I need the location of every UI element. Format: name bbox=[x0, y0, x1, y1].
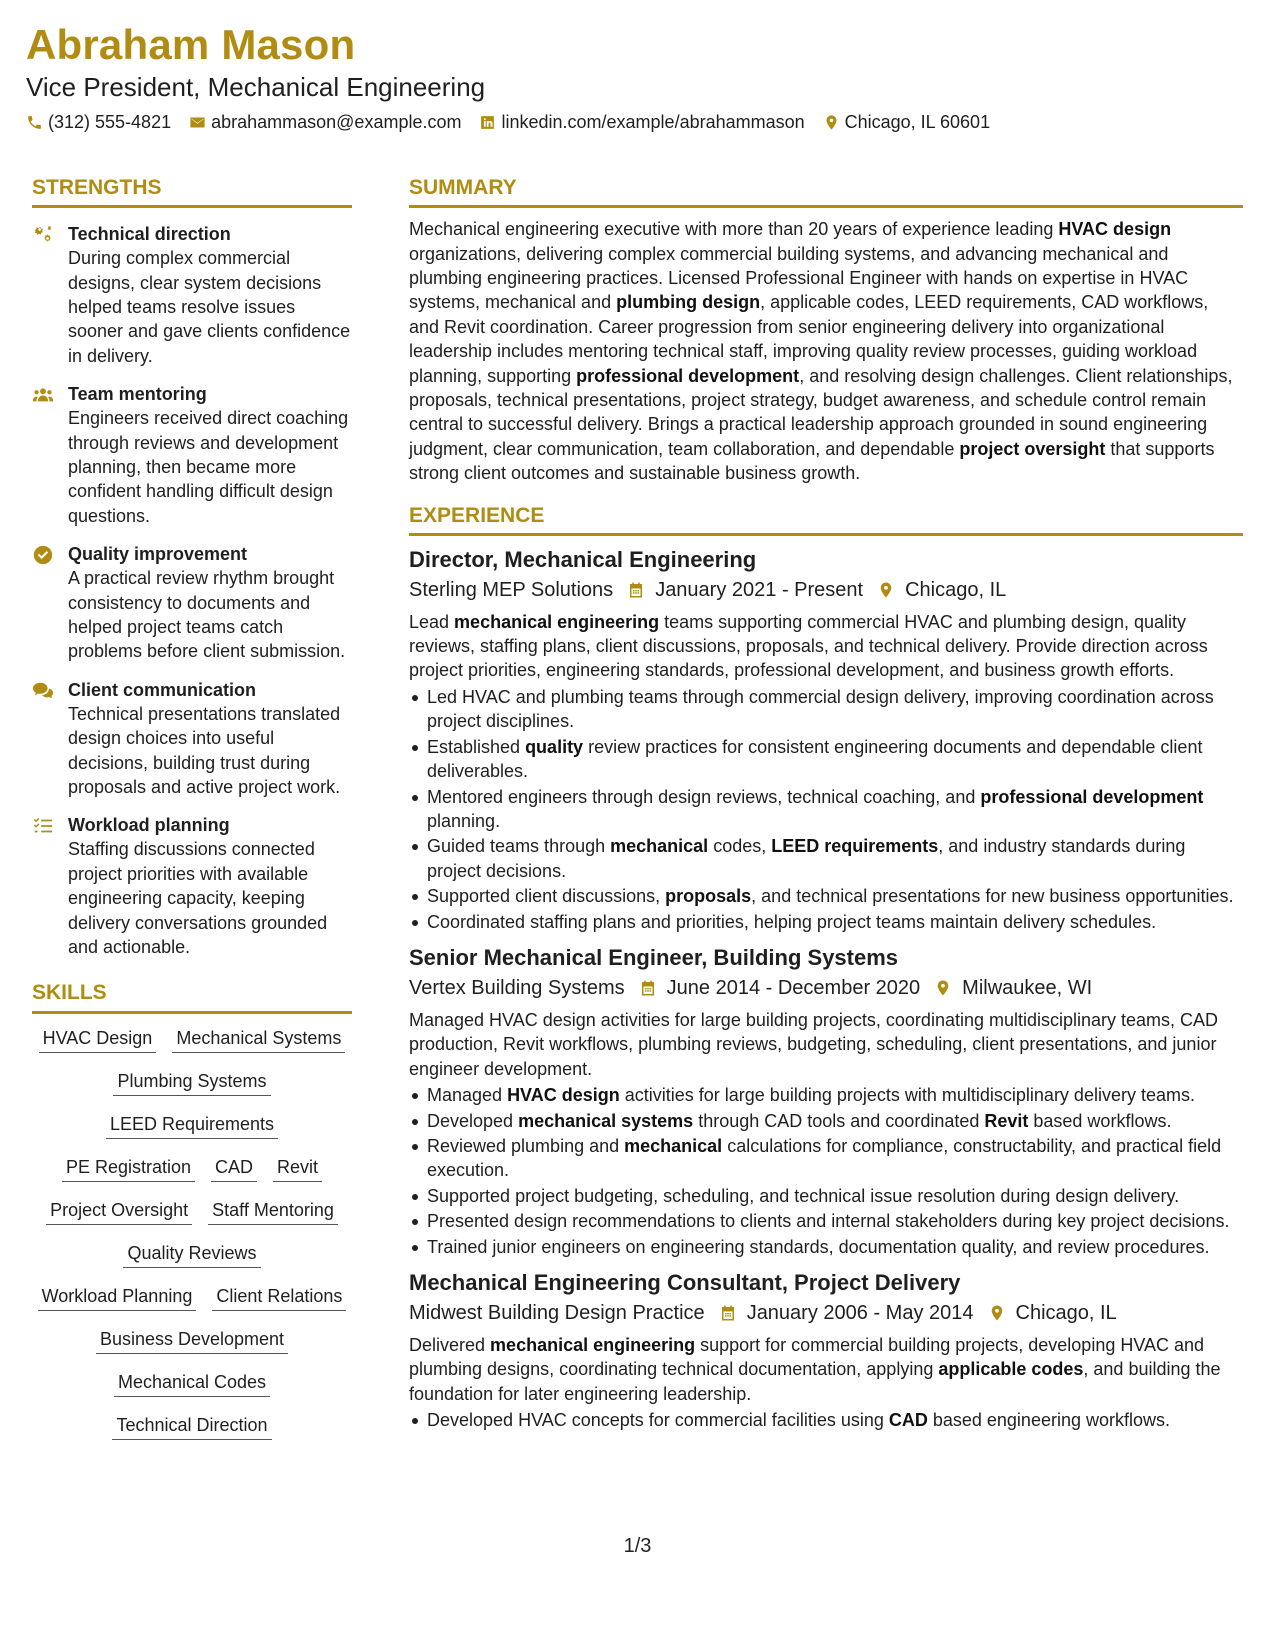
text-run: calculations for compliance, constructability, and practical field execution. bbox=[427, 1135, 1222, 1181]
emphasized-text: HVAC design bbox=[507, 1085, 620, 1106]
job-entry bbox=[409, 944, 1243, 1259]
skill-tag: Mechanical Codes bbox=[114, 1370, 270, 1397]
summary-text bbox=[409, 217, 1243, 485]
skill-tag: HVAC Design bbox=[39, 1026, 157, 1053]
job-meta bbox=[409, 1299, 1243, 1327]
strength-title: Client communication bbox=[68, 679, 257, 700]
text-run: review practices for consistent engineering documents and dependable client deliverables. bbox=[427, 736, 1203, 782]
strength-title: Team mentoring bbox=[68, 384, 207, 405]
job-bullet bbox=[409, 785, 1243, 834]
job-bullet bbox=[409, 1235, 1243, 1259]
comments-icon bbox=[32, 680, 54, 702]
text-run: Reviewed plumbing and bbox=[427, 1135, 625, 1156]
job-bullet bbox=[409, 884, 1243, 908]
job-bullet bbox=[409, 735, 1243, 784]
job-title: Director, Mechanical Engineering bbox=[409, 546, 757, 572]
text-run: , and resolving design challenges. Client relationships, proposals, technical presentations, project strategy, budget awareness, and schedule control remain central to successful delivery. Brings a practical leadership approach grounded in sound engineering judgment, clear communication, team collaboration, and dependable bbox=[409, 365, 1233, 459]
job-title: Senior Mechanical Engineer, Building Systems bbox=[409, 944, 899, 970]
text-run: Supported project budgeting, scheduling, and technical issue resolution during design delivery. bbox=[427, 1185, 1180, 1206]
job-entry bbox=[409, 1269, 1243, 1433]
text-run: teams supporting commercial HVAC and plumbing design, quality reviews, staffing plans, client discussions, proposals, and technical delivery. Provide direction across project priorities, engineering standards, professional development, and business growth efforts. bbox=[409, 611, 1208, 681]
linkedin-link[interactable]: linkedin.com/example/abrahammason bbox=[501, 112, 805, 132]
strengths-heading: STRENGTHS bbox=[32, 176, 352, 208]
text-run: Presented design recommendations to clients and internal stakeholders during key project decisions. bbox=[427, 1211, 1230, 1232]
skill-tag: Plumbing Systems bbox=[113, 1069, 270, 1096]
skill-row bbox=[32, 1327, 352, 1354]
strength-item bbox=[32, 222, 352, 368]
envelope-icon bbox=[189, 114, 206, 131]
skill-row bbox=[32, 1284, 352, 1311]
job-bullet bbox=[409, 1109, 1243, 1133]
strength-item bbox=[32, 382, 352, 528]
calendar-icon bbox=[639, 979, 657, 997]
emphasized-text: LEED requirements bbox=[771, 836, 939, 857]
job-location: Milwaukee, WI bbox=[962, 976, 1093, 999]
skill-tag: Technical Direction bbox=[112, 1413, 271, 1440]
emphasized-text: proposals bbox=[665, 886, 752, 907]
emphasized-text: plumbing design bbox=[616, 292, 761, 313]
contact-email[interactable] bbox=[189, 112, 461, 133]
text-run: Led HVAC and plumbing teams through commercial design delivery, improving coordination across project disciplines. bbox=[427, 686, 1214, 732]
job-description bbox=[409, 610, 1243, 683]
emphasized-text: HVAC design bbox=[1058, 219, 1172, 240]
map-pin-icon bbox=[934, 979, 952, 997]
map-pin-icon bbox=[877, 581, 895, 599]
text-run: through CAD tools and coordinated bbox=[693, 1110, 985, 1131]
skill-tag: PE Registration bbox=[62, 1155, 195, 1182]
skill-tag: Revit bbox=[273, 1155, 322, 1182]
strength-description: During complex commercial designs, clear system decisions helped teams resolve issues sooner and gave clients confidence in delivery. bbox=[68, 248, 351, 366]
text-run: planning. bbox=[427, 810, 501, 831]
text-run: activities for large building projects with multidisciplinary delivery teams. bbox=[619, 1085, 1195, 1106]
skill-row bbox=[32, 1198, 352, 1225]
strength-description: Technical presentations translated design choices into useful decisions, building trust during proposals and active project work. bbox=[68, 703, 341, 797]
calendar-icon bbox=[627, 581, 645, 599]
text-run: , applicable codes, LEED requirements, CAD workflows, and Revit coordination. Career progression from senior engineering delivery into organizational leadership includes mentoring technical staff, improving quality review processes, guiding workload planning, supporting bbox=[409, 292, 1209, 386]
strength-title: Technical direction bbox=[68, 224, 231, 245]
job-company: Sterling MEP Solutions bbox=[409, 578, 614, 601]
users-icon bbox=[32, 384, 54, 406]
job-bullets bbox=[409, 1083, 1243, 1259]
job-entry bbox=[409, 546, 1243, 934]
emphasized-text: CAD bbox=[888, 1410, 928, 1431]
text-run: support for commercial building projects, developing HVAC and plumbing designs, coordinating technical documentation, applying bbox=[409, 1335, 1205, 1380]
skill-row bbox=[32, 1112, 352, 1139]
email-link[interactable]: abrahammason@example.com bbox=[211, 112, 462, 132]
text-run: Trained junior engineers on engineering standards, documentation quality, and review procedures. bbox=[427, 1236, 1210, 1257]
skills-list bbox=[32, 1026, 352, 1440]
emphasized-text: mechanical engineering bbox=[454, 611, 660, 632]
location-text: Chicago, IL 60601 bbox=[844, 112, 991, 132]
contact-bar bbox=[26, 112, 1008, 133]
strength-description: Engineers received direct coaching through reviews and development planning, then became more confident handling difficult design questions. bbox=[68, 408, 349, 526]
skill-row bbox=[32, 1069, 352, 1096]
strength-item bbox=[32, 542, 352, 664]
map-pin-icon bbox=[823, 114, 840, 131]
skill-row bbox=[32, 1155, 352, 1182]
emphasized-text: Revit bbox=[984, 1110, 1029, 1131]
text-run: Managed HVAC design activities for large building projects, coordinating multidisciplinary teams, CAD production, Revit workflows, plumbing reviews, budgeting, scheduling, client presentations, and junior engineer development. bbox=[409, 1009, 1219, 1079]
job-dates: January 2021 - Present bbox=[655, 578, 864, 601]
skill-tag: Client Relations bbox=[212, 1284, 346, 1311]
strength-title: Workload planning bbox=[68, 815, 230, 836]
contact-linkedin[interactable] bbox=[479, 112, 804, 133]
summary-heading: SUMMARY bbox=[409, 176, 1243, 208]
text-run: Mentored engineers through design reviews, technical coaching, and bbox=[427, 786, 981, 807]
skill-tag: Quality Reviews bbox=[123, 1241, 260, 1268]
emphasized-text: quality bbox=[525, 736, 584, 757]
map-pin-icon bbox=[988, 1304, 1006, 1322]
job-dates: June 2014 - December 2020 bbox=[666, 976, 921, 999]
job-location: Chicago, IL bbox=[1015, 1302, 1117, 1324]
text-run: codes, bbox=[708, 836, 772, 857]
skill-row bbox=[32, 1370, 352, 1397]
text-run: , and industry standards during project decisions. bbox=[427, 836, 1186, 881]
text-run: based workflows. bbox=[1028, 1110, 1172, 1131]
emphasized-text: mechanical systems bbox=[518, 1110, 694, 1131]
phone-icon bbox=[26, 114, 43, 131]
contact-location bbox=[823, 112, 990, 133]
text-run: Coordinated staffing plans and priorities, helping project teams maintain delivery schedules. bbox=[427, 911, 1157, 932]
job-bullet bbox=[409, 1184, 1243, 1208]
job-description bbox=[409, 1008, 1243, 1081]
text-run: Supported client discussions, bbox=[427, 886, 666, 907]
skill-row bbox=[32, 1026, 352, 1053]
skill-tag: Workload Planning bbox=[38, 1284, 197, 1311]
skill-row bbox=[32, 1413, 352, 1440]
text-run: Guided teams through bbox=[427, 836, 611, 857]
page-number: 1/3 bbox=[623, 1535, 652, 1557]
job-company: Vertex Building Systems bbox=[409, 976, 625, 999]
left-column bbox=[32, 176, 352, 1456]
emphasized-text: project oversight bbox=[959, 438, 1106, 459]
job-bullets bbox=[409, 685, 1243, 934]
job-bullet bbox=[409, 685, 1243, 734]
job-company: Midwest Building Design Practice bbox=[409, 1302, 705, 1324]
candidate-role: Vice President, Mechanical Engineering bbox=[26, 72, 486, 102]
skill-row bbox=[32, 1241, 352, 1268]
text-run: , and technical presentations for new business opportunities. bbox=[751, 886, 1234, 907]
candidate-name: Abraham Mason bbox=[26, 21, 356, 68]
text-run: based engineering workflows. bbox=[927, 1410, 1170, 1431]
skill-tag: Mechanical Systems bbox=[172, 1026, 345, 1053]
skill-tag: LEED Requirements bbox=[106, 1112, 278, 1139]
job-bullet bbox=[409, 910, 1243, 934]
text-run: Delivered bbox=[409, 1335, 491, 1355]
strength-description: Staffing discussions connected project priorities with available engineering capacity, keeping delivery conversations grounded and actionable. bbox=[68, 839, 328, 958]
skill-tag: Staff Mentoring bbox=[208, 1198, 338, 1225]
right-column bbox=[409, 176, 1243, 1434]
check-circle-icon bbox=[32, 544, 54, 566]
linkedin-icon bbox=[479, 114, 496, 131]
text-run: Developed bbox=[427, 1110, 519, 1131]
job-bullet bbox=[409, 1083, 1243, 1107]
skill-tag: CAD bbox=[211, 1155, 257, 1182]
job-meta bbox=[409, 974, 1243, 1002]
job-meta bbox=[409, 576, 1243, 604]
text-run: Lead bbox=[409, 611, 455, 632]
job-dates: January 2006 - May 2014 bbox=[746, 1302, 974, 1324]
gears-icon bbox=[32, 224, 54, 246]
skills-heading: SKILLS bbox=[32, 981, 352, 1013]
job-location: Chicago, IL bbox=[905, 578, 1007, 601]
job-bullet bbox=[409, 1408, 1243, 1432]
phone-text: (312) 555-4821 bbox=[48, 112, 172, 132]
text-run: Mechanical engineering executive with more than 20 years of experience leading bbox=[409, 219, 1059, 240]
text-run: Managed bbox=[427, 1085, 508, 1106]
job-description bbox=[409, 1333, 1243, 1406]
emphasized-text: mechanical bbox=[624, 1135, 723, 1156]
emphasized-text: professional development bbox=[576, 365, 800, 386]
text-run: Established bbox=[427, 736, 526, 757]
text-run: that supports strong client outcomes and sustainable business growth. bbox=[409, 438, 1215, 484]
emphasized-text: professional development bbox=[980, 786, 1204, 807]
emphasized-text: applicable codes bbox=[938, 1359, 1084, 1380]
strength-item bbox=[32, 813, 352, 959]
list-check-icon bbox=[32, 815, 54, 837]
skill-tag: Project Oversight bbox=[46, 1198, 192, 1225]
skill-tag: Business Development bbox=[96, 1327, 288, 1354]
job-bullet bbox=[409, 834, 1243, 883]
emphasized-text: mechanical bbox=[610, 836, 709, 857]
emphasized-text: mechanical engineering bbox=[490, 1335, 696, 1355]
job-bullets bbox=[409, 1408, 1243, 1432]
job-title: Mechanical Engineering Consultant, Project Delivery bbox=[409, 1270, 961, 1295]
experience-list bbox=[409, 546, 1243, 1433]
text-run: , and building the foundation for later engineering leadership. bbox=[409, 1359, 1221, 1404]
text-run: Developed HVAC concepts for commercial facilities using bbox=[427, 1410, 889, 1431]
job-bullet bbox=[409, 1134, 1243, 1183]
text-run: organizations, delivering complex commercial building systems, and advancing mechanical and plumbing engineering practices. Licensed Professional Engineer with hands on expertise in HVAC systems, mechanical and bbox=[409, 243, 1189, 313]
experience-heading: EXPERIENCE bbox=[409, 504, 1243, 536]
strength-item bbox=[32, 678, 352, 800]
contact-phone bbox=[26, 112, 171, 133]
strength-description: A practical review rhythm brought consistency to documents and helped project teams catch problems before client submission. bbox=[68, 568, 346, 662]
strength-title: Quality improvement bbox=[68, 544, 248, 565]
calendar-icon bbox=[719, 1304, 737, 1322]
job-bullet bbox=[409, 1209, 1243, 1233]
